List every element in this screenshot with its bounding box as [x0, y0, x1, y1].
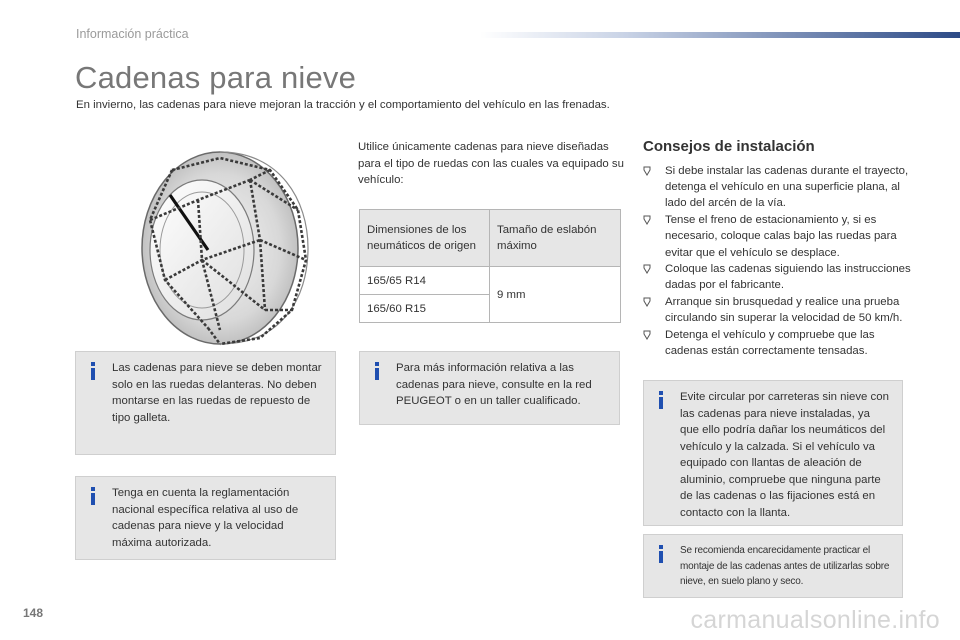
list-item — [643, 163, 913, 212]
link-size-cell: 9 mm — [490, 267, 621, 323]
pointing-hand-icon — [643, 330, 651, 340]
pointing-hand-icon — [643, 264, 651, 274]
header-gradient-bar — [480, 32, 960, 38]
list-item — [643, 294, 913, 326]
tip-text: Detenga el vehículo y compruebe que las cadenas están correctamente tensadas. — [665, 329, 875, 358]
tyre-size-cell: 165/65 R14 — [360, 267, 490, 295]
info-icon — [88, 362, 98, 380]
chains-usage-text: Utilice únicamente cadenas para nieve diseñadas para el tipo de ruedas con las cuales va equipado su vehículo: — [358, 141, 624, 186]
tip-text: Arranque sin brusquedad y realice una prueba circulando sin superar la velocidad de 50 km/h. — [665, 296, 903, 325]
list-item — [643, 212, 913, 261]
info-text-practice: Se recomienda encarecidamente practicar el montaje de las cadenas antes de utilizarlas sobre nieve, en suelo plano y seco. — [680, 545, 890, 587]
tip-text: Coloque las cadenas siguiendo las instrucciones dadas por el fabricante. — [665, 263, 911, 292]
list-item — [643, 327, 913, 359]
header-link-size: Tamaño de eslabón máximo — [490, 210, 621, 267]
snow-chain-wheel-illustration — [110, 140, 310, 355]
header-section-label: Información práctica — [76, 27, 189, 41]
info-icon — [88, 487, 98, 505]
section-title-installation-tips: Consejos de instalación — [643, 138, 815, 155]
info-text-front-wheels: Las cadenas para nieve se deben montar solo en las ruedas delanteras. No deben montarse en las ruedas de repuesto de tipo galleta. — [112, 362, 322, 424]
info-icon — [656, 545, 666, 563]
list-item — [643, 261, 913, 293]
tip-text: Tense el freno de estacionamiento y, si es necesario, coloque calas bajo las ruedas para evitar que el vehículo se desplace. — [665, 214, 897, 259]
info-box-front-wheels — [75, 351, 336, 455]
info-text-snowless-roads: Evite circular por carreteras sin nieve con las cadenas para nieve instaladas, ya que ello podría dañar los neumáticos del vehículo y la calzada. Si el vehículo va equipado con llantas de aleación de aluminio, compruebe que ninguna parte de las cadenas o las fijaciones está en contacto con la llanta. — [680, 391, 889, 519]
watermark: carmanualsonline.info — [690, 606, 940, 634]
table-header-row — [360, 210, 621, 267]
info-text-regulations: Tenga en cuenta la reglamentación nacional específica relativa al uso de cadenas para nieve y la velocidad máxima autorizada. — [112, 487, 299, 549]
tyre-dimensions-table — [359, 209, 621, 323]
info-text-more-info: Para más información relativa a las cadenas para nieve, consulte en la red PEUGEOT o en un taller cualificado. — [396, 362, 592, 407]
tip-text: Si debe instalar las cadenas durante el trayecto, detenga el vehículo en una superficie plana, al lado del arcén de la vía. — [665, 165, 909, 210]
header-dimensions: Dimensiones de los neumáticos de origen — [360, 210, 490, 267]
pointing-hand-icon — [643, 166, 651, 176]
table-row — [360, 267, 621, 295]
info-box-regulations — [75, 476, 336, 560]
tyre-size-cell: 165/60 R15 — [360, 295, 490, 323]
page-number: 148 — [23, 606, 44, 620]
info-box-snowless-roads — [643, 380, 903, 526]
info-box-more-info — [359, 351, 620, 425]
installation-tips-list — [643, 163, 913, 360]
pointing-hand-icon — [643, 297, 651, 307]
pointing-hand-icon — [643, 215, 651, 225]
info-icon — [372, 362, 382, 380]
info-box-practice — [643, 534, 903, 598]
intro-text: En invierno, las cadenas para nieve mejoran la tracción y el comportamiento del vehículo en las frenadas. — [76, 99, 610, 111]
info-icon — [656, 391, 666, 409]
page-title: Cadenas para nieve — [75, 60, 357, 95]
